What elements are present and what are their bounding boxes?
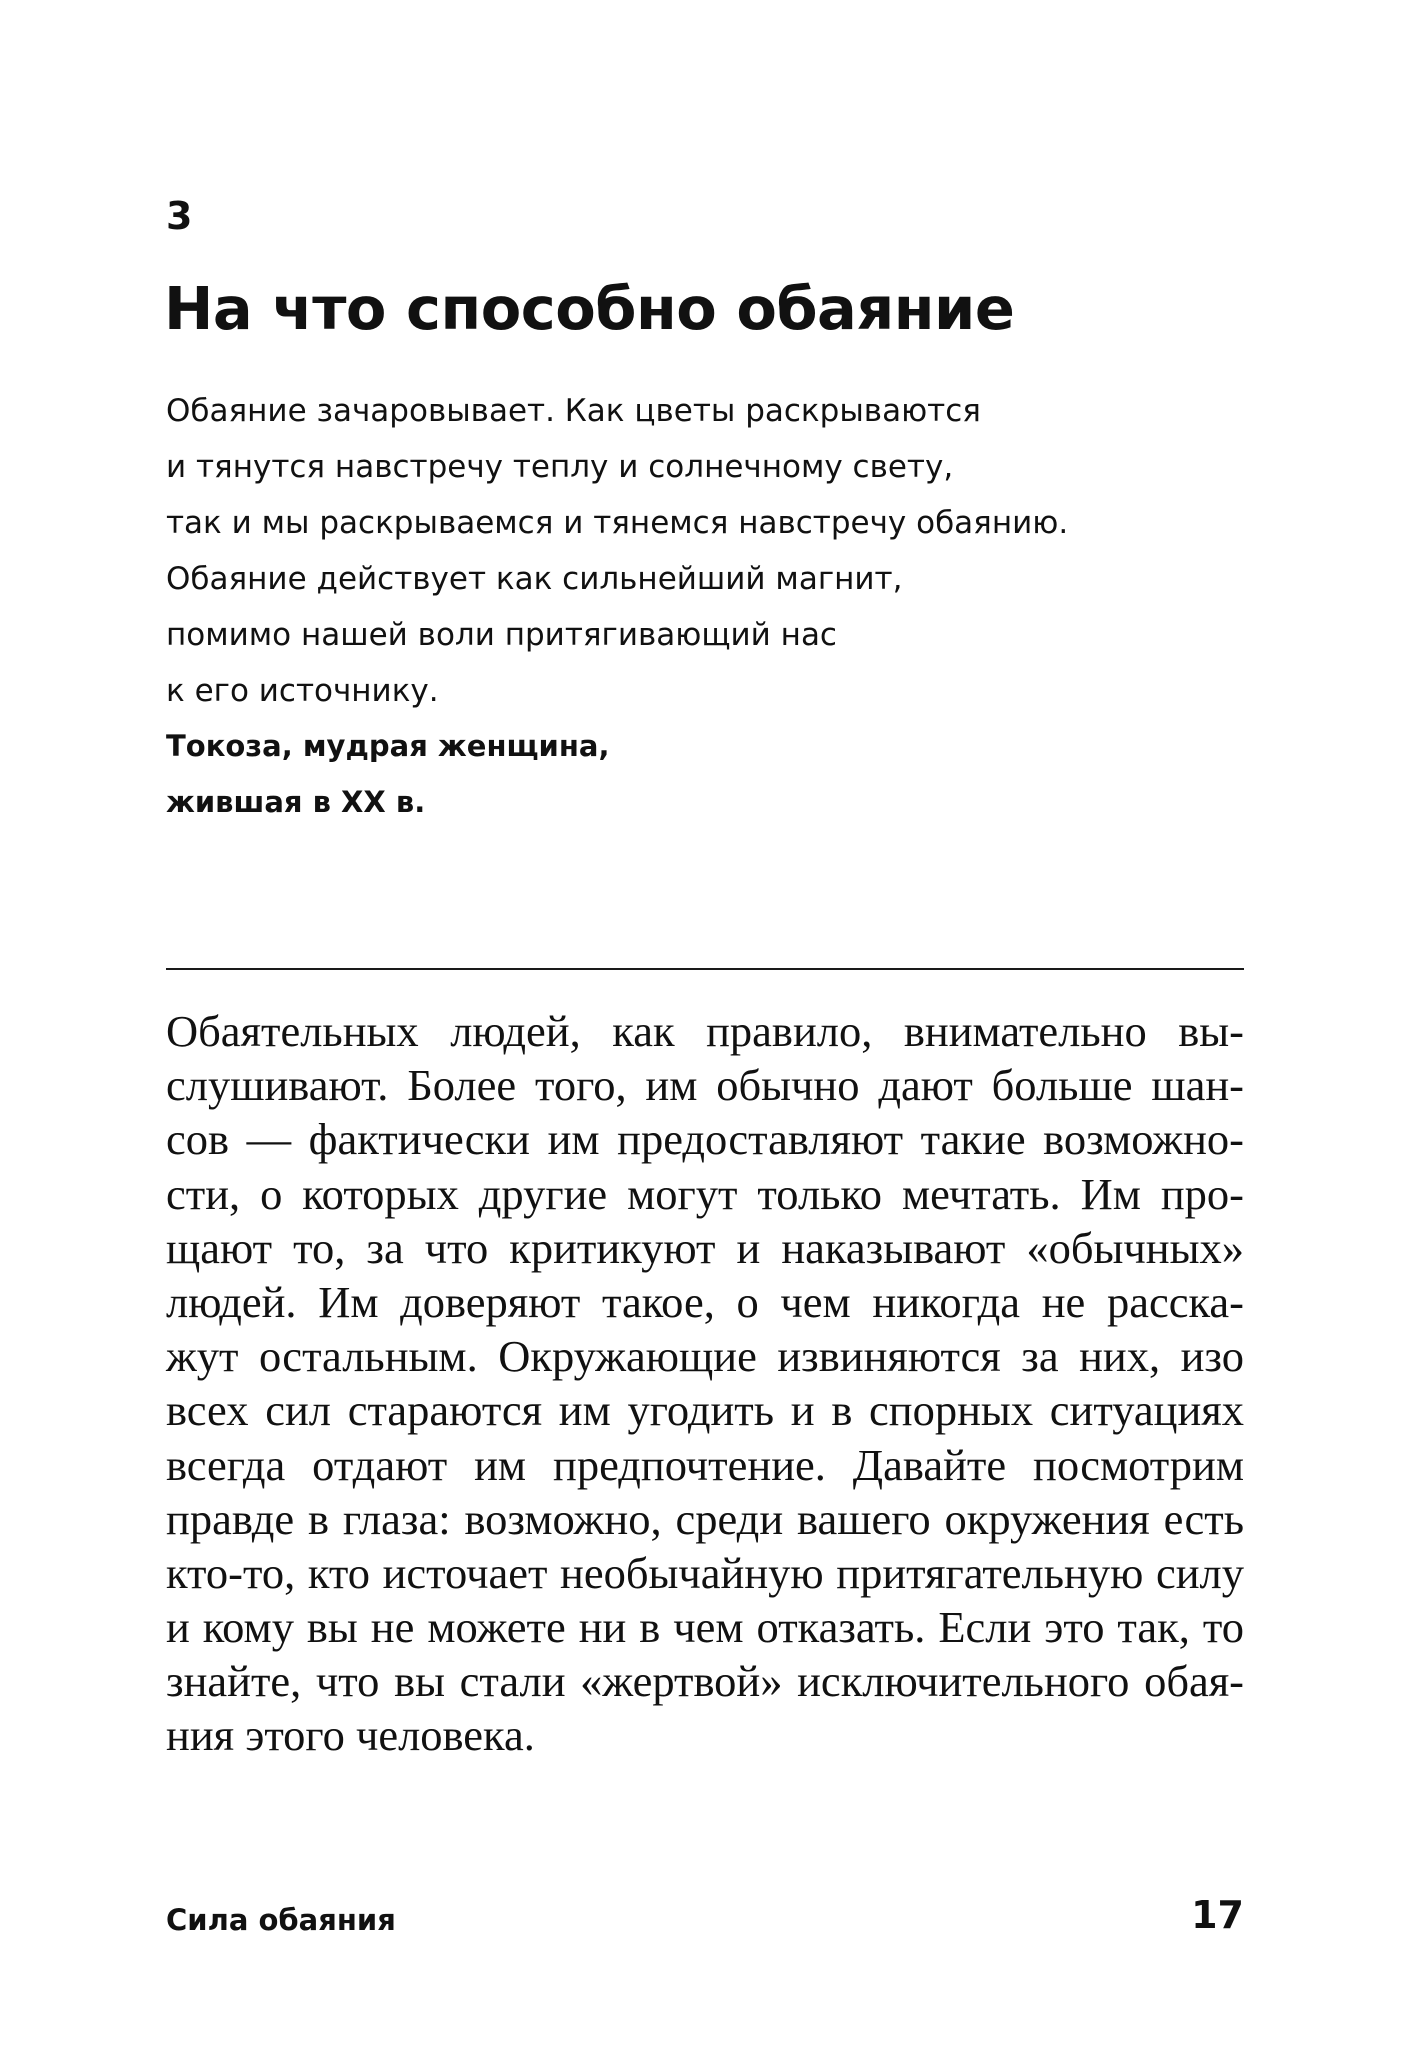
body-paragraph [166, 1004, 1244, 1763]
attribution-line: Токоза, мудрая женщина, [166, 729, 610, 763]
body-line: Обаятельных людей, как правило, внимательно вы- [166, 1006, 1244, 1056]
chapter-number: 3 [166, 194, 193, 238]
body-line: жут остальным. Окружающие извиняются за них, изо [166, 1331, 1244, 1382]
epigraph-line: и тянутся навстречу теплу и солнечному свету, [166, 449, 954, 485]
page-number: 17 [1191, 1893, 1244, 1937]
body-line: слушивают. Более того, им обычно дают больше шан- [166, 1060, 1244, 1111]
body-line: щают то, за что критикуют и наказывают «обычных» [166, 1222, 1244, 1273]
body-line: всех сил стараются им угодить и в спорных ситуациях [166, 1385, 1244, 1436]
body-line: сов — фактически им предоставляют такие возможно- [166, 1114, 1244, 1165]
epigraph-attribution [166, 718, 609, 830]
running-footer-title: Сила обаяния [166, 1903, 396, 1937]
body-line: людей. Им доверяют такое, о чем никогда не расска- [166, 1276, 1244, 1327]
body-line: и кому вы не можете ни в чем отказать. Если это так, то [166, 1602, 1244, 1653]
section-divider [166, 968, 1244, 970]
chapter-title: На что способно обаяние [164, 274, 1015, 343]
attribution-line: жившая в XX в. [166, 785, 426, 819]
body-line: правде в глаза: возможно, среди вашего окружения есть [166, 1493, 1244, 1544]
body-line: сти, о которых другие могут только мечтать. Им про- [166, 1168, 1244, 1219]
epigraph-line: Обаяние действует как сильнейший магнит, [166, 561, 903, 597]
body-line: ния этого человека. [166, 1710, 535, 1761]
body-line: знайте, что вы стали «жертвой» исключительного обая- [166, 1656, 1244, 1707]
epigraph [166, 383, 1166, 719]
epigraph-line: Обаяние зачаровывает. Как цветы раскрываются [166, 393, 981, 429]
body-line: кто-то, кто источает необычайную притягательную силу [166, 1547, 1244, 1598]
epigraph-line: так и мы раскрываемся и тянемся навстречу обаянию. [166, 505, 1069, 541]
epigraph-line: к его источнику. [166, 673, 439, 709]
body-line: всегда отдают им предпочтение. Давайте посмотрим [166, 1439, 1244, 1490]
epigraph-line: помимо нашей воли притягивающий нас [166, 617, 837, 653]
